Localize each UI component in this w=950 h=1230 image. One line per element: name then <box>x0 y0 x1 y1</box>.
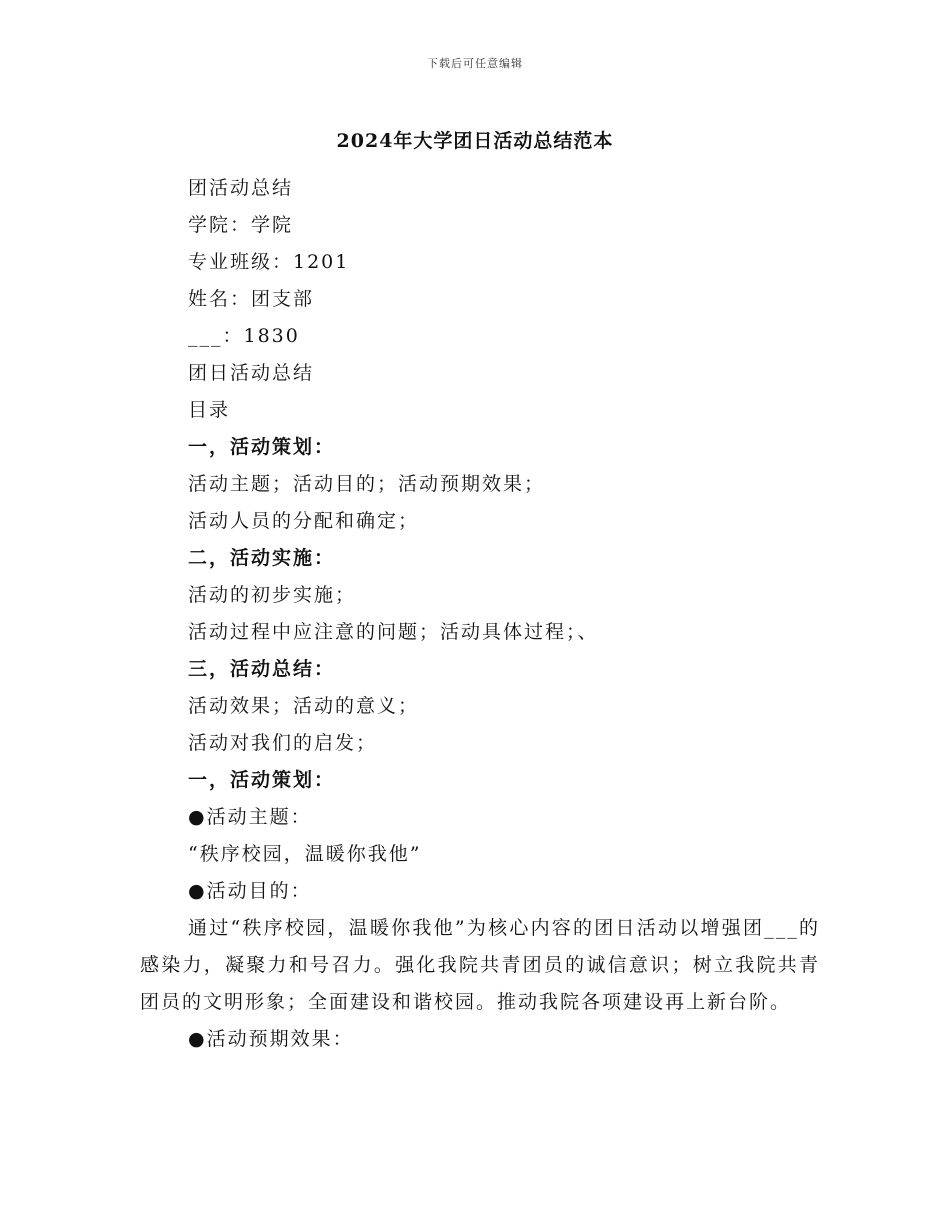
header-note: 下载后可任意编辑 <box>427 57 523 70</box>
bullet-item: ●活动主题： <box>188 806 312 828</box>
text-line: ___：1830 <box>188 325 300 347</box>
document-body <box>140 170 820 1058</box>
bullet-item: ●活动目的： <box>188 880 312 902</box>
text-line: 活动主题；活动目的；活动预期效果； <box>188 473 546 495</box>
text-line: 目录 <box>188 399 231 421</box>
text-line: 团日活动总结 <box>188 362 315 384</box>
document-title: 2024年大学团日活动总结范本 <box>336 130 614 152</box>
bullet-item: ●活动预期效果： <box>188 1028 354 1050</box>
body-paragraph: 通过“秩序校园，温暖你我他”为核心内容的团日活动以增强团___的感染力，凝聚力和号召力。强化我院共青团员的诚信意识；树立我院共青团员的文明形象；全面建设和谐校园。推动我院各项建设再上新台阶。 <box>140 917 820 1013</box>
text-line: 活动对我们的启发； <box>188 732 378 754</box>
text-line: “秩序校园，温暖你我他” <box>188 843 422 865</box>
text-line: 活动人员的分配和确定； <box>188 510 420 532</box>
text-line: 活动过程中应注意的问题；活动具体过程；、 <box>188 621 599 643</box>
text-line: 学院：学院 <box>188 214 294 236</box>
text-line: 姓名：团支部 <box>188 288 315 310</box>
section-heading: 一，活动策划： <box>188 436 336 458</box>
text-line: 活动效果；活动的意义； <box>188 695 420 717</box>
text-line: 活动的初步实施； <box>188 584 357 606</box>
section-heading: 一，活动策划： <box>188 769 336 791</box>
text-line: 团活动总结 <box>188 177 294 199</box>
text-line: 专业班级：1201 <box>188 251 350 273</box>
section-heading: 二，活动实施： <box>188 547 336 569</box>
section-heading: 三，活动总结： <box>188 658 336 680</box>
